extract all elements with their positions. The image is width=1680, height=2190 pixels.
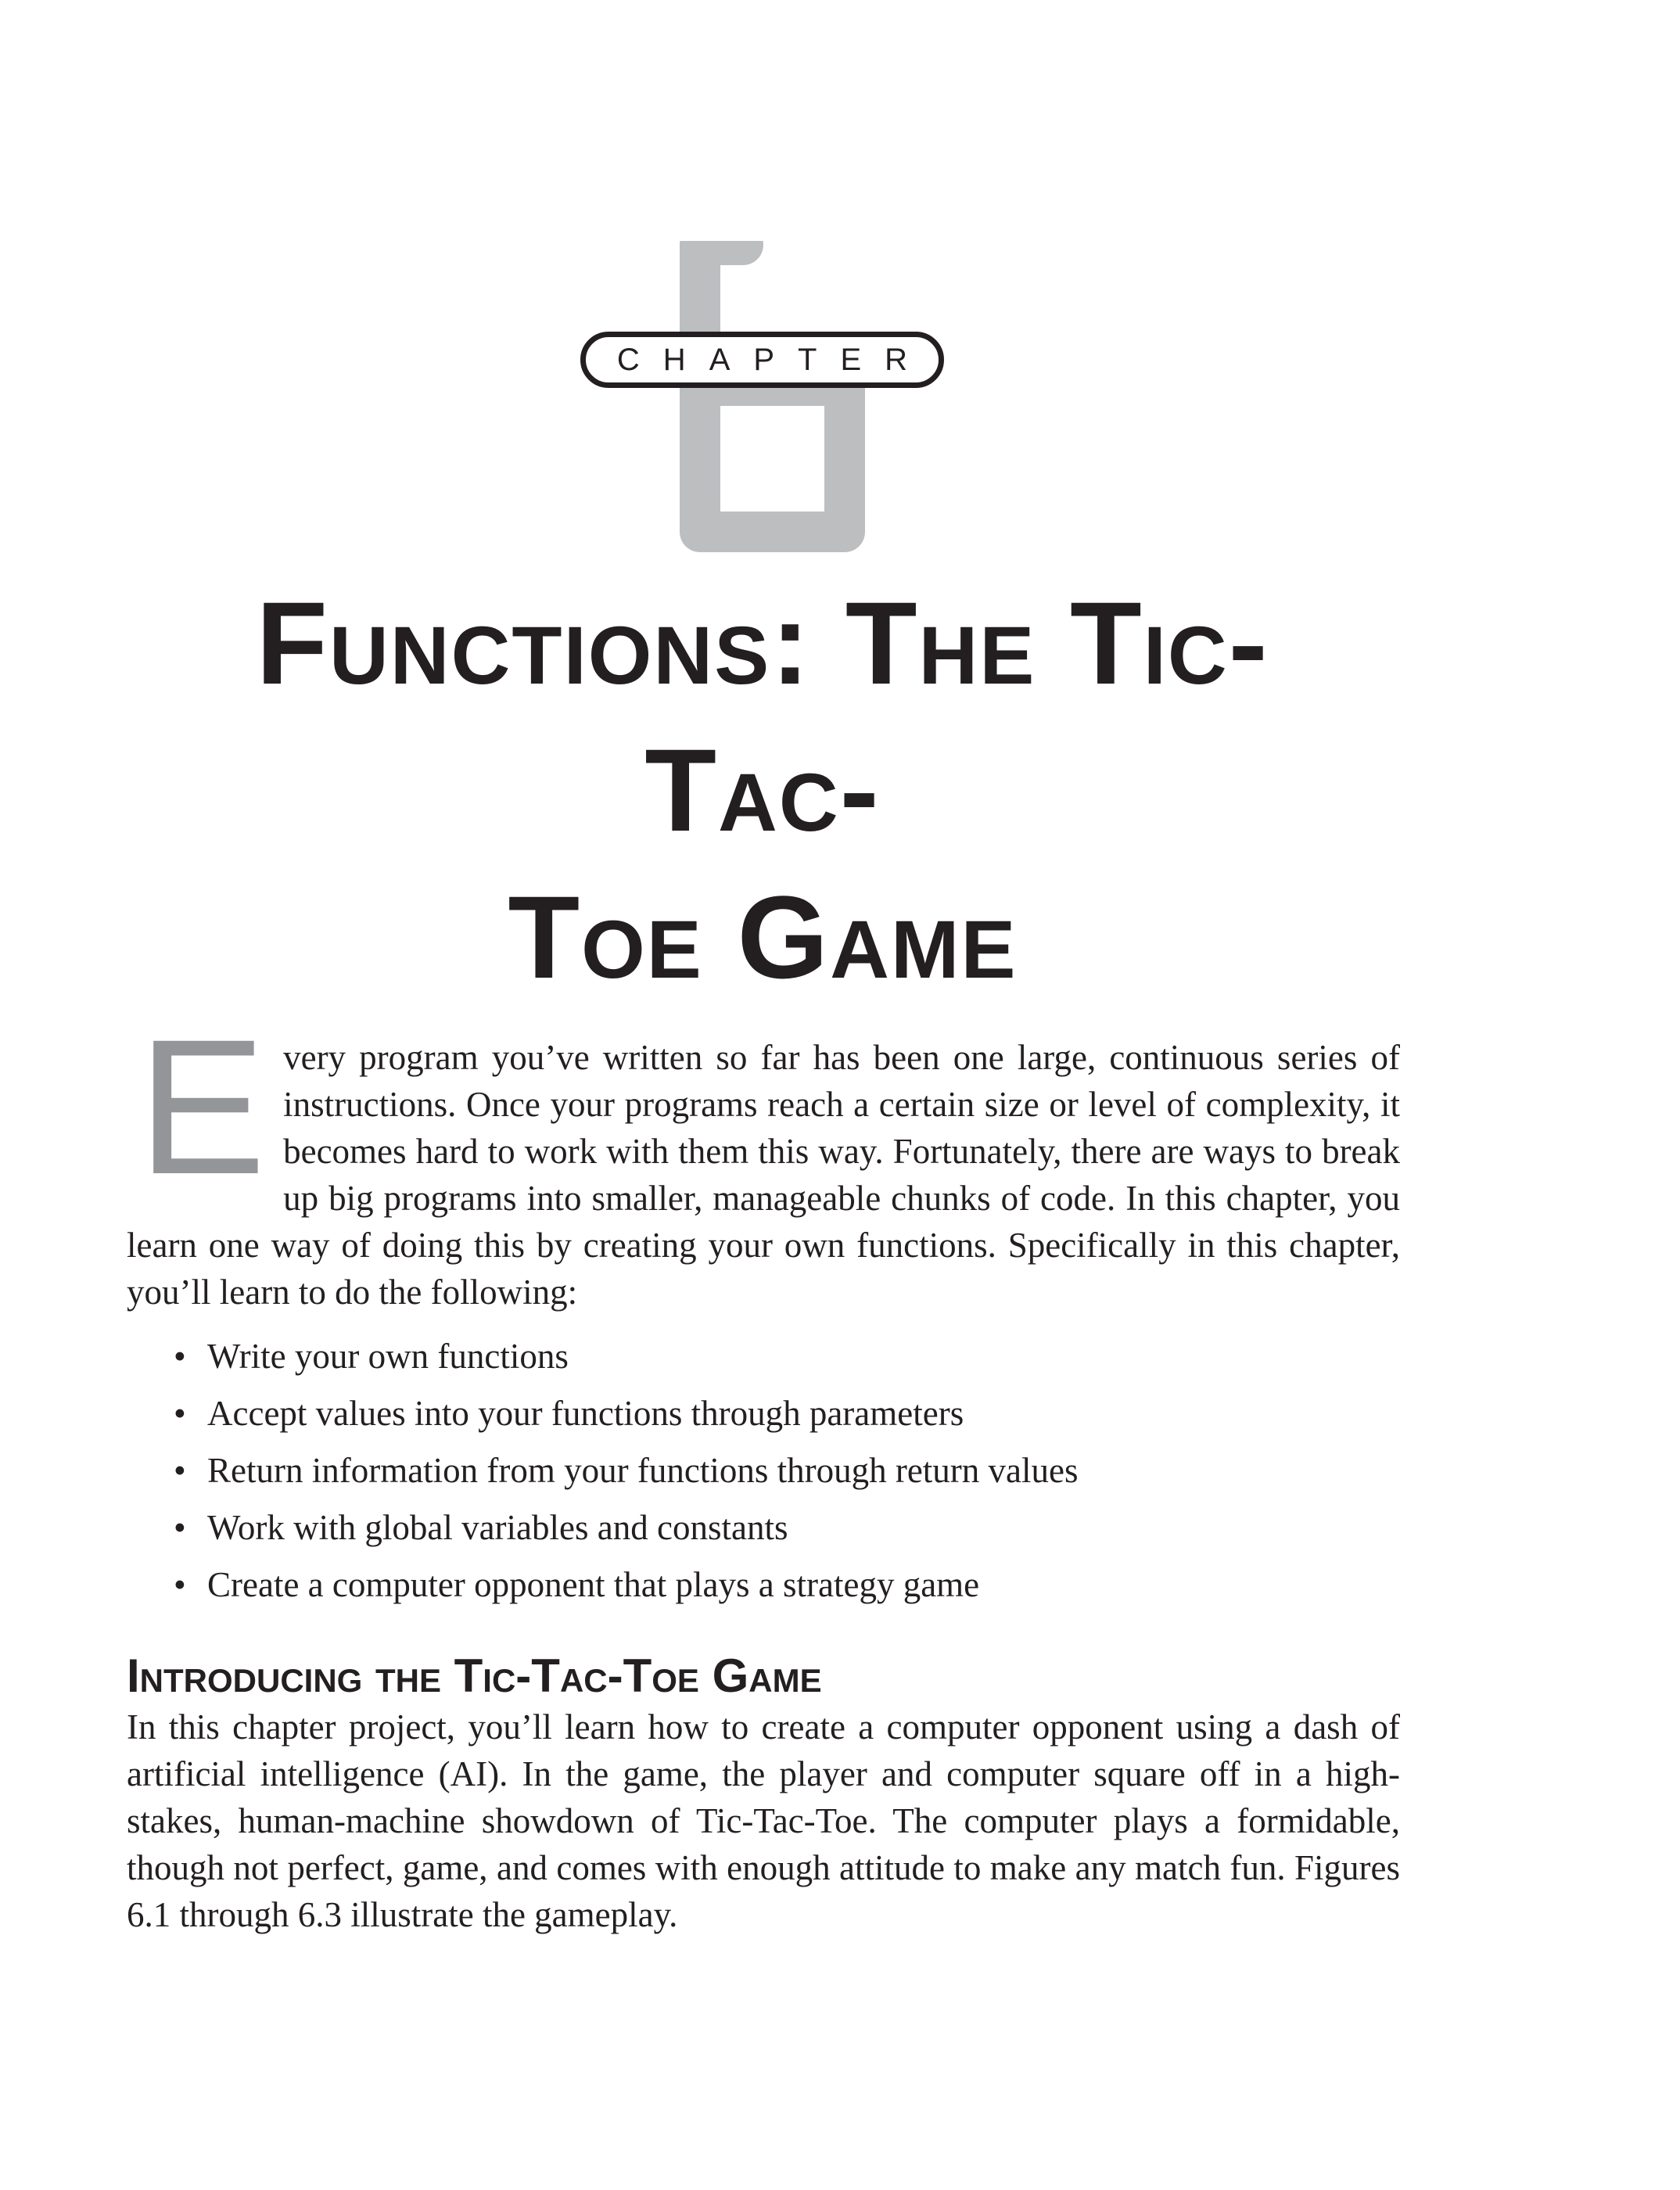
objectives-list: [127, 1333, 1400, 1608]
intro-paragraph: [127, 1000, 1400, 1316]
drop-cap: E: [138, 1000, 267, 1215]
list-item: [127, 1504, 1400, 1551]
list-item-text: Return information from your functions through return values: [207, 1451, 1079, 1490]
chapter-title-line-1: Functions: The Tic-Tac-: [256, 577, 1269, 856]
chapter-label: CHAPTER: [616, 343, 932, 377]
list-item-text: Write your own functions: [207, 1337, 569, 1376]
chapter-number-graphic: [657, 241, 868, 554]
bullet-icon: •: [174, 1451, 186, 1490]
list-item: [127, 1447, 1400, 1494]
list-item: [127, 1390, 1400, 1437]
section-paragraph: In this chapter project, you’ll learn how to create a computer opponent using a dash of artificial intelligence (AI). In the game, the player and computer square off in a high-stakes, human-machine showdown of Tic-Tac-Toe. The computer plays a formidable, though not perfect, game, and comes with enough attitude to make any match fun. Figures 6.1 through 6.3 illustrate the gameplay.: [127, 1707, 1400, 1934]
bullet-icon: •: [174, 1508, 186, 1547]
section-heading: Introducing the Tic-Tac-Toe Game: [127, 1650, 822, 1702]
bullet-icon: •: [174, 1394, 186, 1433]
chapter-title-line-2: Toe Game: [508, 871, 1018, 1003]
chapter-title: [156, 569, 1369, 1011]
list-item: [127, 1561, 1400, 1608]
list-item-text: Accept values into your functions through parameters: [207, 1394, 964, 1433]
bullet-icon: •: [174, 1565, 186, 1604]
bullet-icon: •: [174, 1337, 186, 1376]
chapter-body: [127, 1000, 1400, 1938]
list-item-text: Create a computer opponent that plays a strategy game: [207, 1565, 980, 1604]
list-item-text: Work with global variables and constants: [207, 1508, 788, 1547]
chapter-badge: [580, 332, 944, 388]
intro-text: very program you’ve written so far has been one large, continuous series of instructions. Once your programs reach a certain size or level of complexity, it becomes hard to work with them this way. Fortunately, there are ways to break up big programs into smaller, manageable chunks of code. In this chapter, you learn one way of doing this by creating your own functions. Specifically in this chapter, you’ll learn to do the following:: [127, 1038, 1400, 1312]
list-item: [127, 1333, 1400, 1380]
